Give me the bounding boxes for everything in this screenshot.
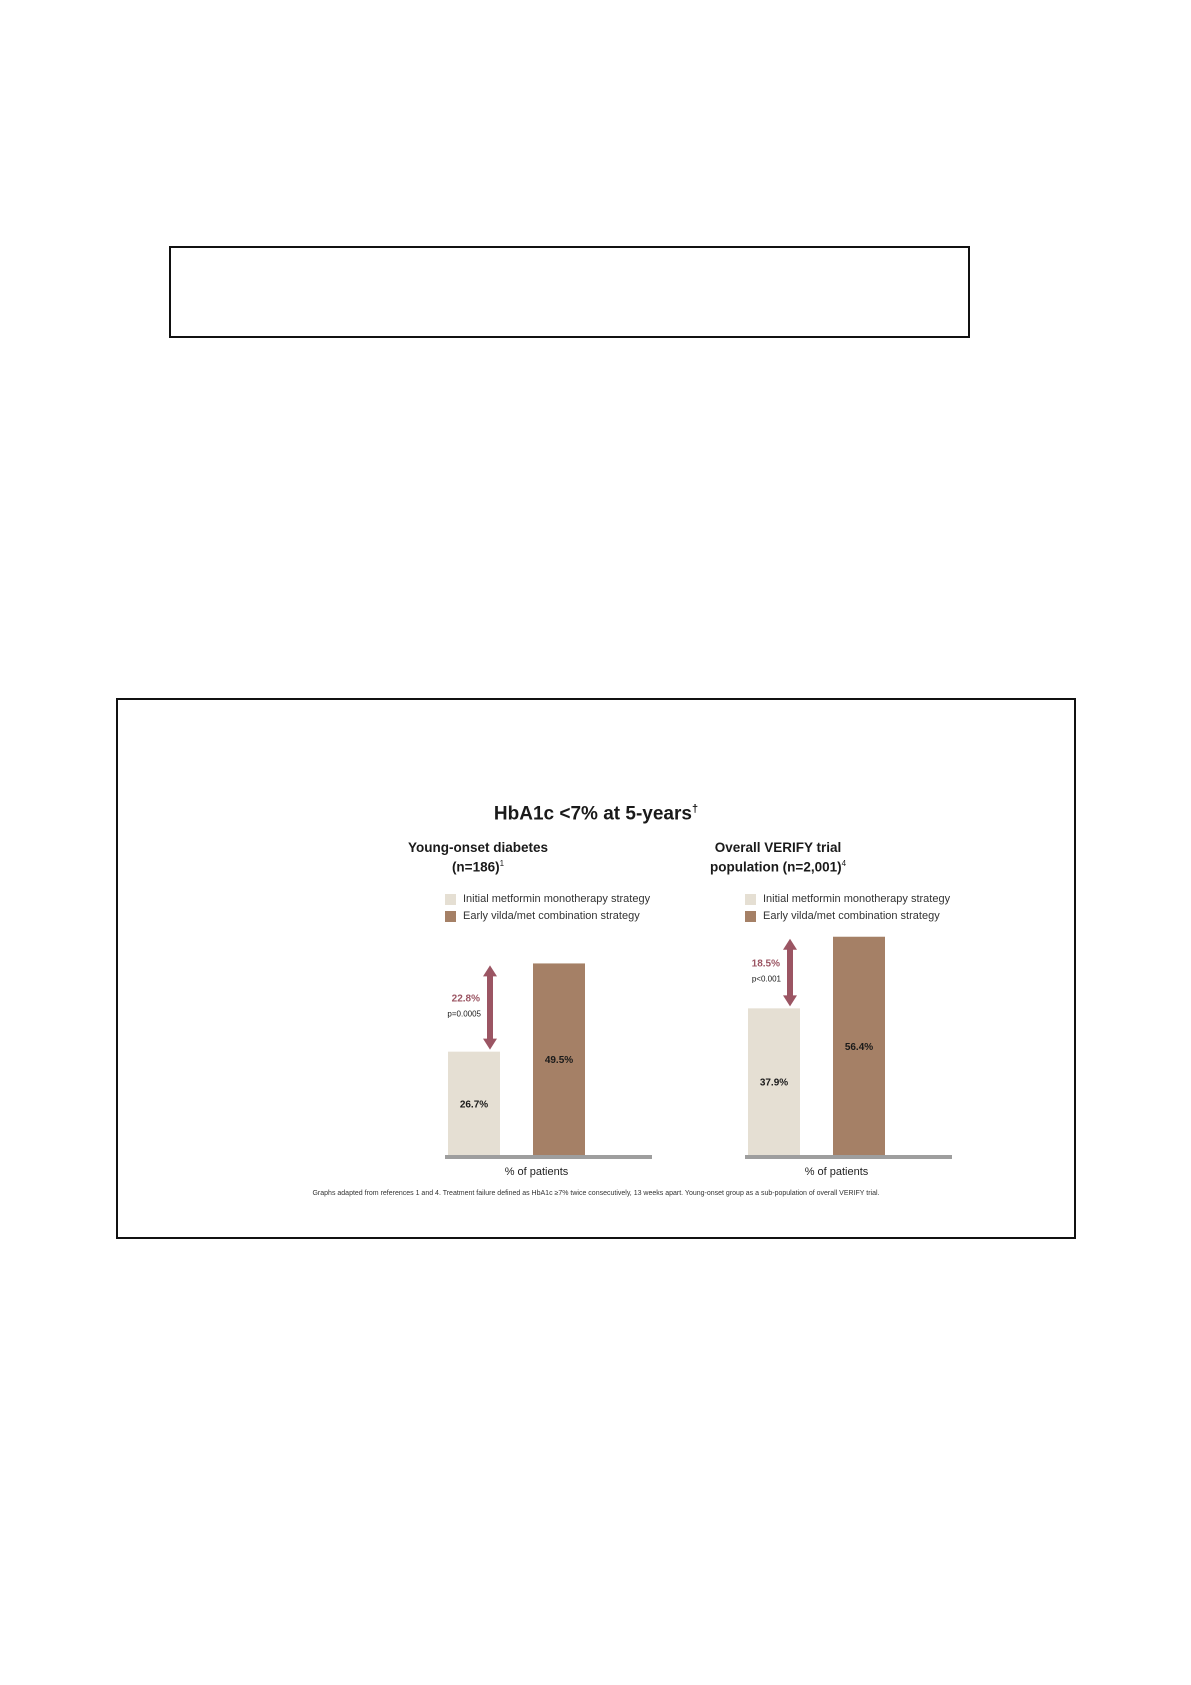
panel-title-line2: population (n=2,001)$^4$	[709, 859, 847, 875]
legend-label-monotherapy: Initial metformin monotherapy strategy	[763, 893, 951, 905]
difference-label: 18.5%	[751, 958, 780, 970]
bar-value-label: 49.5%	[544, 1055, 574, 1067]
bar-value-label: 56.4%	[844, 1041, 874, 1053]
difference-arrow-head-down	[483, 1039, 497, 1050]
difference-arrow-head-down	[783, 995, 797, 1006]
legend-label-monotherapy: Initial metformin monotherapy strategy	[463, 893, 651, 905]
bar-chart-verify	[628, 840, 928, 1210]
panel-title-line1: Overall VERIFY trial	[714, 840, 842, 855]
panel-title-ref: 1	[499, 859, 505, 868]
panel-title-line2: (n=186)$^1$	[451, 859, 505, 875]
p-value-label: p=0.0005	[447, 1009, 481, 1019]
figure-footnote: Graphs adapted from references 1 and 4. Treatment failure defined as HbA1c ≥7% twice consecutively, 13 weeks apart. Young-onset group as a sub-population of overall VERIFY trial.	[312, 1190, 880, 1197]
bar-value-label: 26.7%	[459, 1099, 489, 1111]
legend-label-combination: Early vilda/met combination strategy	[463, 910, 640, 922]
bar-chart-young-onset	[328, 840, 628, 1210]
figure-frame	[116, 698, 1076, 1239]
legend-label-combination: Early vilda/met combination strategy	[763, 910, 940, 922]
x-axis-label: % of patients	[804, 1166, 869, 1178]
difference-arrow-head-up	[783, 939, 797, 950]
panel-title-line1: Young-onset diabetes	[407, 840, 548, 855]
top-empty-box	[169, 246, 970, 338]
chart-panel-young-onset	[328, 840, 651, 1210]
difference-arrow-head-up	[483, 965, 497, 976]
p-value-label: p<0.001	[751, 974, 781, 984]
x-axis-line	[745, 1155, 952, 1159]
figure-title-mark: †	[691, 803, 699, 815]
x-axis-line	[445, 1155, 652, 1159]
panel-title-ref: 4	[841, 859, 847, 868]
figure-title-text: HbA1c <7% at 5-years	[493, 803, 692, 825]
x-axis-label: % of patients	[504, 1166, 569, 1178]
figure-title	[118, 803, 1074, 825]
difference-label: 22.8%	[451, 993, 480, 1005]
chart-panel-verify	[628, 840, 951, 1210]
bar-value-label: 37.9%	[759, 1077, 789, 1089]
